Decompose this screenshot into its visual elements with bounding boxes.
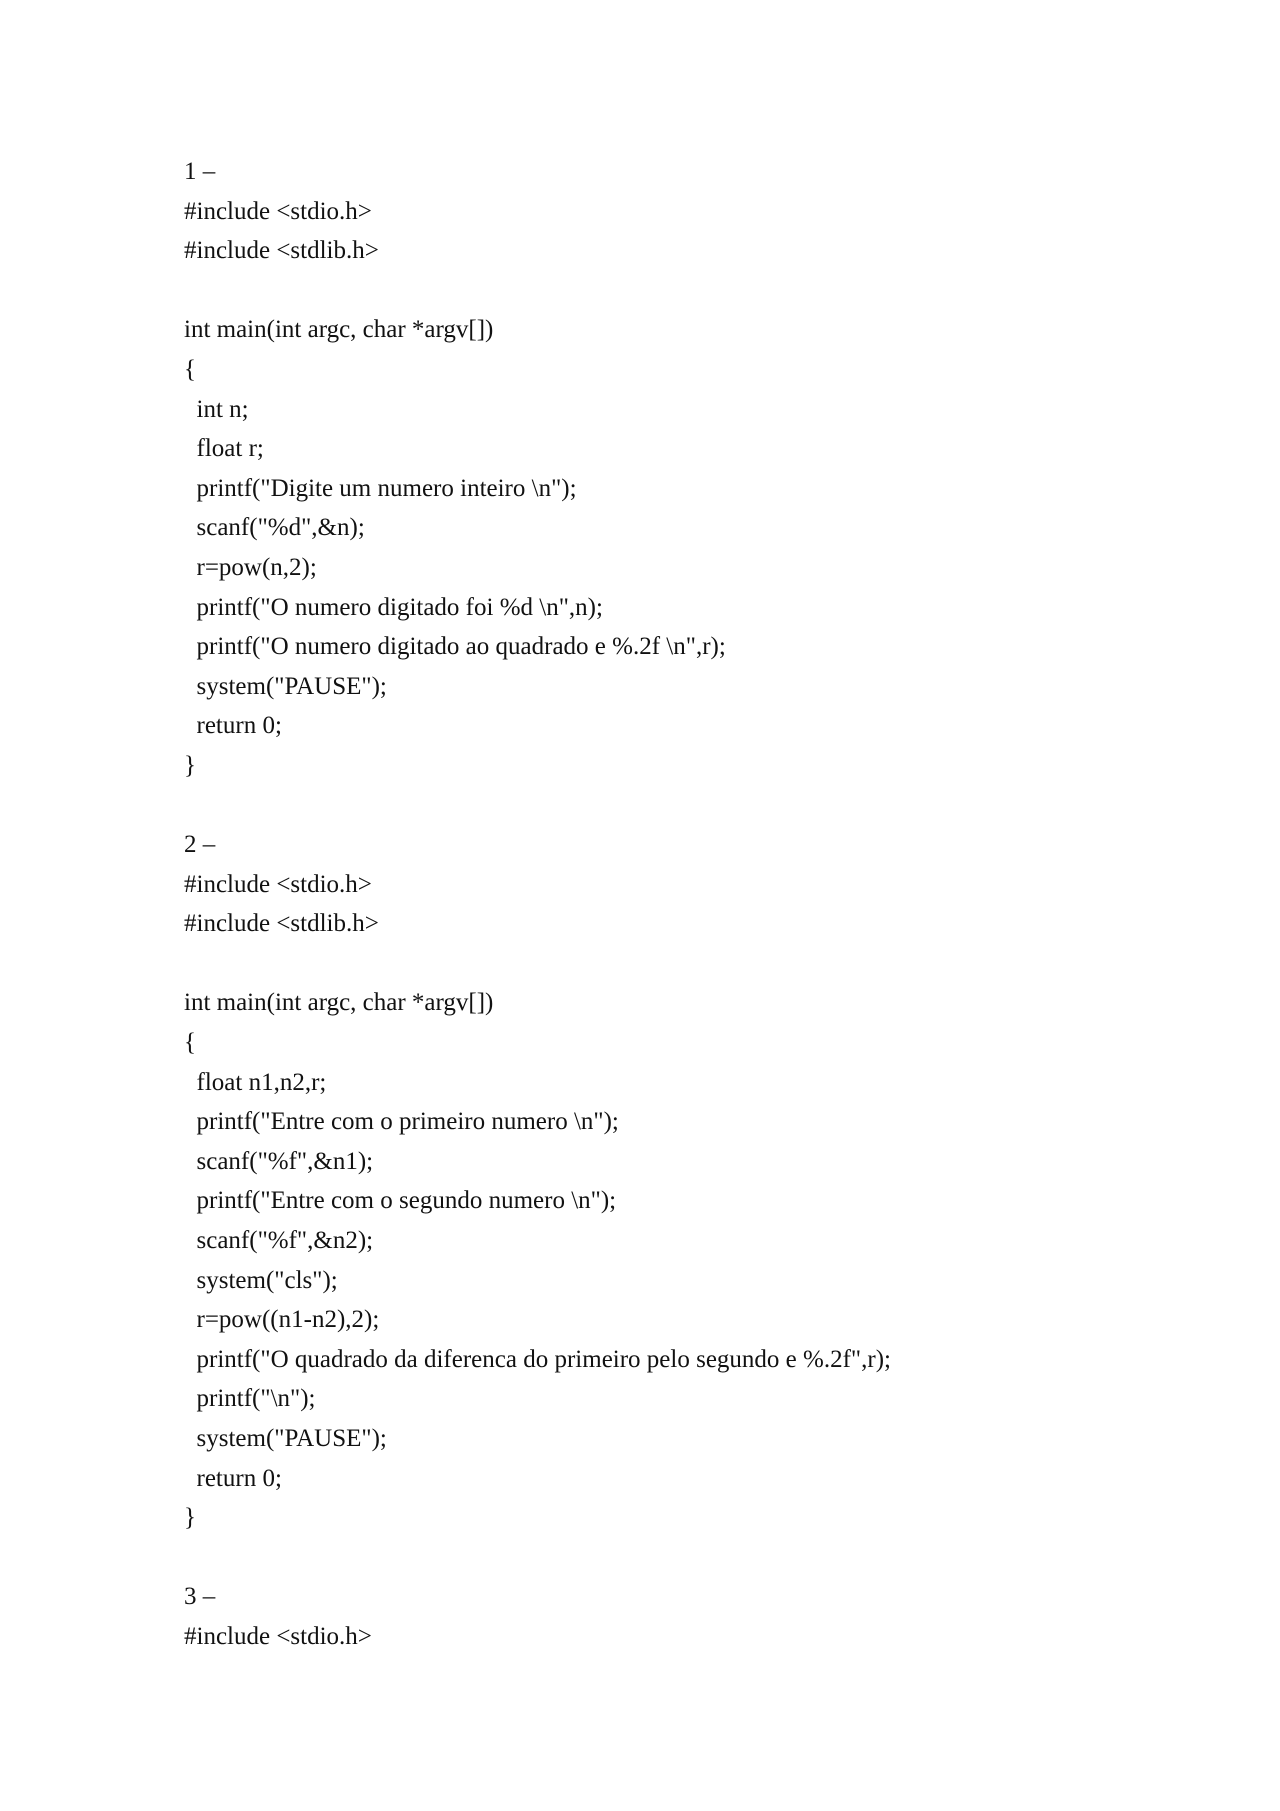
- include-directive: #include <stdlib.h>: [184, 237, 379, 265]
- include-directive: #include <stdio.h>: [184, 197, 372, 225]
- code-line: return 0;: [184, 712, 282, 740]
- code-line: int n;: [184, 395, 249, 423]
- main-signature: int main(int argc, char *argv[]): [184, 989, 494, 1017]
- code-line: printf("\n");: [184, 1385, 316, 1413]
- blank-line: [184, 271, 1224, 311]
- main-signature: int main(int argc, char *argv[]): [184, 316, 494, 344]
- exercise-number: 1 –: [184, 158, 216, 185]
- code-line: system("PAUSE");: [184, 672, 387, 700]
- brace: {: [184, 1029, 196, 1057]
- blank-line: [184, 944, 1224, 984]
- exercise-number: 2 –: [184, 831, 216, 859]
- code-listing: [184, 152, 1224, 1657]
- code-line: system("PAUSE");: [184, 1425, 387, 1452]
- code-line: scanf("%f",&n2);: [184, 1227, 374, 1255]
- include-directive: #include <stdio.h>: [184, 1622, 372, 1650]
- code-line: printf("Digite um numero inteiro \n");: [184, 474, 577, 502]
- code-line: return 0;: [184, 1464, 282, 1492]
- code-line: float n1,n2,r;: [184, 1068, 327, 1096]
- code-line: printf("O numero digitado ao quadrado e %.2f \n",r);: [184, 633, 726, 661]
- code-line: system("cls");: [184, 1266, 338, 1294]
- code-line: printf("O quadrado da diferenca do primeiro pelo segundo e %.2f",r);: [184, 1345, 891, 1373]
- code-line: printf("Entre com o segundo numero \n");: [184, 1187, 617, 1215]
- code-line: scanf("%d",&n);: [184, 514, 365, 542]
- code-line: printf("O numero digitado foi %d \n",n);: [184, 593, 603, 621]
- blank-line: [184, 1538, 1224, 1578]
- code-line: r=pow(n,2);: [184, 553, 317, 581]
- include-directive: #include <stdlib.h>: [184, 910, 379, 938]
- code-line: float r;: [184, 435, 264, 463]
- brace: }: [184, 1504, 196, 1532]
- code-line: r=pow((n1-n2),2);: [184, 1306, 380, 1334]
- include-directive: #include <stdio.h>: [184, 870, 372, 898]
- brace: {: [184, 355, 196, 383]
- brace: }: [184, 751, 196, 779]
- code-line: scanf("%f",&n1);: [184, 1147, 374, 1175]
- exercise-number: 3 –: [184, 1583, 216, 1611]
- code-line: printf("Entre com o primeiro numero \n");: [184, 1108, 619, 1136]
- blank-line: [184, 786, 1224, 826]
